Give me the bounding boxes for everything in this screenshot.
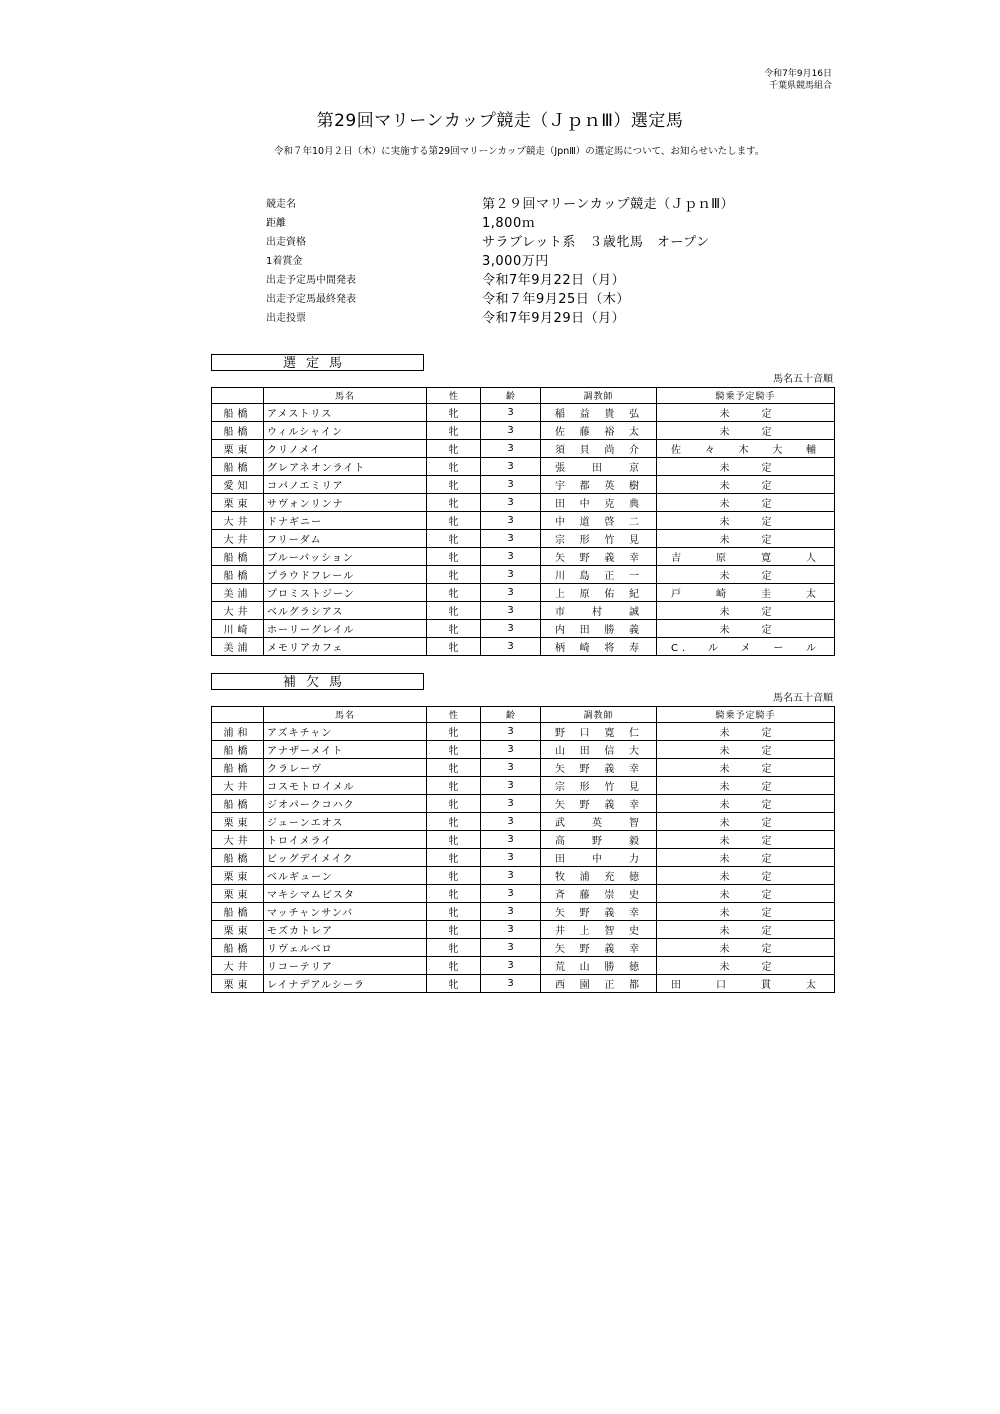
jockey-cell: 未定	[657, 512, 835, 530]
table-header-row	[212, 707, 835, 723]
trainer-cell: 内田勝義	[541, 620, 657, 638]
issue-date: 令和7年9月16日	[764, 69, 832, 79]
location-cell: 大井	[212, 777, 264, 795]
table-row	[212, 566, 835, 584]
info-row	[266, 288, 786, 307]
table-row	[212, 548, 835, 566]
selected-section-label: 選定馬	[211, 354, 424, 371]
location-cell: 大井	[212, 512, 264, 530]
info-key: 出走投票	[266, 313, 306, 324]
jockey-cell: 未定	[657, 849, 835, 867]
info-row	[266, 231, 786, 250]
jockey-cell: 未定	[657, 404, 835, 422]
sex-cell: 牝	[427, 602, 481, 620]
location-cell: 栗東	[212, 813, 264, 831]
location-cell: 船橋	[212, 795, 264, 813]
horse-name-cell: レイナデアルシーラ	[264, 975, 427, 993]
table-row	[212, 512, 835, 530]
jockey-cell: 未定	[657, 795, 835, 813]
location-cell: 大井	[212, 530, 264, 548]
age-cell: 3	[481, 476, 541, 494]
header-trainer: 調教師	[541, 388, 657, 404]
info-value: サラブレット系 ３歳牝馬 オープン	[482, 235, 710, 250]
age-cell: 3	[481, 602, 541, 620]
sex-cell: 牝	[427, 741, 481, 759]
horse-name-cell: ホーリーグレイル	[264, 620, 427, 638]
age-cell: 3	[481, 777, 541, 795]
location-cell: 船橋	[212, 422, 264, 440]
trainer-cell: 井上智史	[541, 921, 657, 939]
horse-name-cell: モズカトレア	[264, 921, 427, 939]
selected-horses-table	[211, 387, 835, 656]
location-cell: 船橋	[212, 548, 264, 566]
table-row	[212, 849, 835, 867]
reserve-sort-note: 馬名五十音順	[773, 693, 833, 704]
table-row	[212, 921, 835, 939]
trainer-cell: 宇都英樹	[541, 476, 657, 494]
header-jockey: 騎乗予定騎手	[657, 388, 835, 404]
jockey-cell: 未定	[657, 759, 835, 777]
horse-name-cell: トロイメライ	[264, 831, 427, 849]
info-value: 1,800ｍ	[482, 216, 536, 231]
age-cell: 3	[481, 440, 541, 458]
header-sex: 性	[427, 388, 481, 404]
age-cell: 3	[481, 813, 541, 831]
header-location	[212, 707, 264, 723]
header-jockey: 騎乗予定騎手	[657, 707, 835, 723]
table-row	[212, 885, 835, 903]
sex-cell: 牝	[427, 584, 481, 602]
location-cell: 美浦	[212, 638, 264, 656]
sex-cell: 牝	[427, 476, 481, 494]
header-sex: 性	[427, 707, 481, 723]
sex-cell: 牝	[427, 885, 481, 903]
age-cell: 3	[481, 566, 541, 584]
table-row	[212, 440, 835, 458]
table-row	[212, 422, 835, 440]
issuing-organization: 千葉県競馬組合	[768, 81, 832, 91]
horse-name-cell: サヴォンリンナ	[264, 494, 427, 512]
location-cell: 栗東	[212, 921, 264, 939]
table-row	[212, 903, 835, 921]
info-key: 出走資格	[266, 237, 306, 248]
header-horse-name: 馬名	[264, 707, 427, 723]
trainer-cell: 佐藤裕太	[541, 422, 657, 440]
age-cell: 3	[481, 759, 541, 777]
horse-name-cell: グレアネオンライト	[264, 458, 427, 476]
sex-cell: 牝	[427, 831, 481, 849]
sex-cell: 牝	[427, 957, 481, 975]
horse-name-cell: ドナギニー	[264, 512, 427, 530]
horse-name-cell: ジューンエオス	[264, 813, 427, 831]
page-title: 第29回マリーンカップ競走（ＪｐｎⅢ）選定馬	[316, 111, 684, 131]
sex-cell: 牝	[427, 494, 481, 512]
table-row	[212, 957, 835, 975]
horse-name-cell: リコーテリア	[264, 957, 427, 975]
info-value: 3,000万円	[482, 254, 549, 269]
jockey-cell: 未定	[657, 957, 835, 975]
horse-name-cell: マキシマムビスタ	[264, 885, 427, 903]
location-cell: 船橋	[212, 903, 264, 921]
horse-name-cell: ジオパークコハク	[264, 795, 427, 813]
trainer-cell: 田中克典	[541, 494, 657, 512]
table-row	[212, 939, 835, 957]
info-value: 第２９回マリーンカップ競走（ＪｐｎⅢ）	[482, 197, 735, 212]
location-cell: 愛知	[212, 476, 264, 494]
trainer-cell: 田中力	[541, 849, 657, 867]
table-row	[212, 584, 835, 602]
horse-name-cell: アナザーメイト	[264, 741, 427, 759]
document-header	[764, 68, 832, 92]
jockey-cell: C.ルメール	[657, 638, 835, 656]
trainer-cell: 山田信大	[541, 741, 657, 759]
trainer-cell: 柄崎将寿	[541, 638, 657, 656]
jockey-cell: 未定	[657, 476, 835, 494]
location-cell: 栗東	[212, 975, 264, 993]
sex-cell: 牝	[427, 849, 481, 867]
trainer-cell: 稲益貴弘	[541, 404, 657, 422]
jockey-cell: 未定	[657, 602, 835, 620]
info-row	[266, 307, 786, 326]
trainer-cell: 武英智	[541, 813, 657, 831]
sex-cell: 牝	[427, 867, 481, 885]
sex-cell: 牝	[427, 422, 481, 440]
table-row	[212, 638, 835, 656]
age-cell: 3	[481, 849, 541, 867]
jockey-cell: 未定	[657, 566, 835, 584]
age-cell: 3	[481, 494, 541, 512]
horse-name-cell: プロミストジーン	[264, 584, 427, 602]
sex-cell: 牝	[427, 566, 481, 584]
trainer-cell: 矢野義幸	[541, 759, 657, 777]
header-age: 齢	[481, 707, 541, 723]
race-info-table	[266, 193, 786, 326]
table-row	[212, 530, 835, 548]
location-cell: 船橋	[212, 458, 264, 476]
trainer-cell: 荒山勝徳	[541, 957, 657, 975]
info-key: 1着賞金	[266, 256, 303, 267]
jockey-cell: 未定	[657, 422, 835, 440]
location-cell: 船橋	[212, 404, 264, 422]
sex-cell: 牝	[427, 620, 481, 638]
horse-name-cell: ビッグデイメイク	[264, 849, 427, 867]
trainer-cell: 矢野義幸	[541, 903, 657, 921]
trainer-cell: 矢野義幸	[541, 939, 657, 957]
age-cell: 3	[481, 831, 541, 849]
jockey-cell: 未定	[657, 813, 835, 831]
location-cell: 大井	[212, 957, 264, 975]
horse-name-cell: コスモトロイメル	[264, 777, 427, 795]
age-cell: 3	[481, 638, 541, 656]
sex-cell: 牝	[427, 903, 481, 921]
sex-cell: 牝	[427, 440, 481, 458]
horse-name-cell: ベルグラシアス	[264, 602, 427, 620]
reserve-horses-table	[211, 706, 835, 993]
table-row	[212, 620, 835, 638]
trainer-cell: 宗形竹見	[541, 777, 657, 795]
trainer-cell: 高野毅	[541, 831, 657, 849]
sex-cell: 牝	[427, 548, 481, 566]
horse-name-cell: ウィルシャイン	[264, 422, 427, 440]
info-value: 令和７年9月25日（木）	[482, 292, 630, 307]
age-cell: 3	[481, 723, 541, 741]
location-cell: 船橋	[212, 566, 264, 584]
sex-cell: 牝	[427, 638, 481, 656]
table-row	[212, 741, 835, 759]
table-row	[212, 813, 835, 831]
age-cell: 3	[481, 584, 541, 602]
horse-name-cell: アズキチャン	[264, 723, 427, 741]
jockey-cell: 未定	[657, 867, 835, 885]
jockey-cell: 未定	[657, 777, 835, 795]
reserve-section-label: 補欠馬	[211, 673, 424, 690]
info-value: 令和7年9月22日（月）	[482, 273, 626, 288]
sex-cell: 牝	[427, 777, 481, 795]
sex-cell: 牝	[427, 813, 481, 831]
location-cell: 船橋	[212, 939, 264, 957]
jockey-cell: 未定	[657, 723, 835, 741]
jockey-cell: 未定	[657, 831, 835, 849]
sex-cell: 牝	[427, 512, 481, 530]
trainer-cell: 宗形竹見	[541, 530, 657, 548]
location-cell: 大井	[212, 602, 264, 620]
horse-name-cell: メモリアカフェ	[264, 638, 427, 656]
info-row	[266, 250, 786, 269]
sex-cell: 牝	[427, 404, 481, 422]
age-cell: 3	[481, 422, 541, 440]
info-key: 距離	[266, 218, 286, 229]
horse-name-cell: クリノメイ	[264, 440, 427, 458]
table-row	[212, 723, 835, 741]
trainer-cell: 市村誠	[541, 602, 657, 620]
location-cell: 栗東	[212, 867, 264, 885]
jockey-cell: 未定	[657, 939, 835, 957]
selected-sort-note: 馬名五十音順	[773, 374, 833, 385]
jockey-cell: 未定	[657, 494, 835, 512]
age-cell: 3	[481, 620, 541, 638]
age-cell: 3	[481, 548, 541, 566]
table-row	[212, 458, 835, 476]
table-row	[212, 867, 835, 885]
sex-cell: 牝	[427, 939, 481, 957]
jockey-cell: 未定	[657, 458, 835, 476]
location-cell: 栗東	[212, 885, 264, 903]
intro-text: 令和７年10月２日（木）に実施する第29回マリーンカップ競走（JpnⅢ）の選定馬について、お知らせいたします。	[274, 146, 765, 157]
table-row	[212, 494, 835, 512]
age-cell: 3	[481, 939, 541, 957]
jockey-cell: 未定	[657, 741, 835, 759]
trainer-cell: 張田京	[541, 458, 657, 476]
sex-cell: 牝	[427, 975, 481, 993]
jockey-cell: 佐々木大輔	[657, 440, 835, 458]
sex-cell: 牝	[427, 530, 481, 548]
trainer-cell: 上原佑紀	[541, 584, 657, 602]
trainer-cell: 牧浦充徳	[541, 867, 657, 885]
trainer-cell: 川島正一	[541, 566, 657, 584]
sex-cell: 牝	[427, 921, 481, 939]
location-cell: 大井	[212, 831, 264, 849]
table-row	[212, 795, 835, 813]
horse-name-cell: ベルギューン	[264, 867, 427, 885]
age-cell: 3	[481, 795, 541, 813]
trainer-cell: 須貝尚介	[541, 440, 657, 458]
age-cell: 3	[481, 975, 541, 993]
jockey-cell: 吉原寛人	[657, 548, 835, 566]
age-cell: 3	[481, 512, 541, 530]
jockey-cell: 未定	[657, 885, 835, 903]
sex-cell: 牝	[427, 458, 481, 476]
info-row	[266, 212, 786, 231]
age-cell: 3	[481, 458, 541, 476]
horse-name-cell: コパノエミリア	[264, 476, 427, 494]
age-cell: 3	[481, 921, 541, 939]
trainer-cell: 西園正都	[541, 975, 657, 993]
sex-cell: 牝	[427, 723, 481, 741]
jockey-cell: 戸崎圭太	[657, 584, 835, 602]
header-location	[212, 388, 264, 404]
table-row	[212, 476, 835, 494]
location-cell: 美浦	[212, 584, 264, 602]
info-key: 出走予定馬中間発表	[266, 275, 356, 286]
trainer-cell: 矢野義幸	[541, 548, 657, 566]
horse-name-cell: フリーダム	[264, 530, 427, 548]
sex-cell: 牝	[427, 759, 481, 777]
location-cell: 川崎	[212, 620, 264, 638]
header-trainer: 調教師	[541, 707, 657, 723]
table-row	[212, 975, 835, 993]
horse-name-cell: マッチャンサンバ	[264, 903, 427, 921]
jockey-cell: 未定	[657, 620, 835, 638]
age-cell: 3	[481, 530, 541, 548]
age-cell: 3	[481, 885, 541, 903]
trainer-cell: 野口寛仁	[541, 723, 657, 741]
age-cell: 3	[481, 867, 541, 885]
location-cell: 栗東	[212, 440, 264, 458]
location-cell: 栗東	[212, 494, 264, 512]
table-row	[212, 831, 835, 849]
info-value: 令和7年9月29日（月）	[482, 311, 626, 326]
horse-name-cell: ブルーパッション	[264, 548, 427, 566]
info-key: 競走名	[266, 199, 296, 210]
trainer-cell: 斉藤崇史	[541, 885, 657, 903]
age-cell: 3	[481, 404, 541, 422]
info-key: 出走予定馬最終発表	[266, 294, 356, 305]
location-cell: 船橋	[212, 741, 264, 759]
table-row	[212, 404, 835, 422]
info-row	[266, 193, 786, 212]
table-row	[212, 777, 835, 795]
sex-cell: 牝	[427, 795, 481, 813]
age-cell: 3	[481, 741, 541, 759]
location-cell: 船橋	[212, 849, 264, 867]
trainer-cell: 矢野義幸	[541, 795, 657, 813]
trainer-cell: 中道啓二	[541, 512, 657, 530]
table-row	[212, 602, 835, 620]
jockey-cell: 未定	[657, 903, 835, 921]
table-header-row	[212, 388, 835, 404]
jockey-cell: 未定	[657, 530, 835, 548]
horse-name-cell: プラウドフレール	[264, 566, 427, 584]
location-cell: 浦和	[212, 723, 264, 741]
info-row	[266, 269, 786, 288]
age-cell: 3	[481, 903, 541, 921]
jockey-cell: 田口貫太	[657, 975, 835, 993]
horse-name-cell: リヴェルベロ	[264, 939, 427, 957]
horse-name-cell: クラレーヴ	[264, 759, 427, 777]
location-cell: 船橋	[212, 759, 264, 777]
age-cell: 3	[481, 957, 541, 975]
table-row	[212, 759, 835, 777]
header-horse-name: 馬名	[264, 388, 427, 404]
jockey-cell: 未定	[657, 921, 835, 939]
header-age: 齢	[481, 388, 541, 404]
horse-name-cell: アメストリス	[264, 404, 427, 422]
